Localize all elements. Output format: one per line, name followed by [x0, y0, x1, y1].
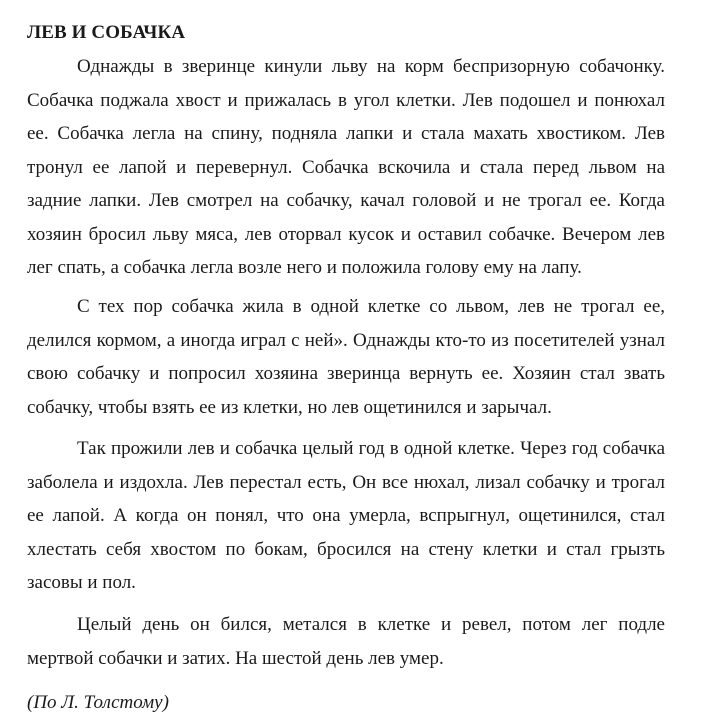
- paragraph-4: Целый день он бился, метался в клетке и ревел, потом лег подле мертвой собачки и затих. На шестой день лев умер.: [27, 614, 665, 669]
- document-title: ЛЕВ И СОБАЧКА: [27, 22, 186, 43]
- paragraph-3: Так прожили лев и собачка целый год в одной клетке. Через год собачка заболела и издохла. Лев перестал есть, Он все нюхал, лизал собачку и трогал ее лапой. А когда он понял, что она умерла, вспрыгнул, ощетинился, стал хлестать себя хвостом по бокам, бросился на стену клетки и стал грызть засовы и пол.: [27, 438, 665, 593]
- paragraph-2: С тех пор собачка жила в одной клетке со львом, лев не трогал ее, делился кормом, а иногда играл с ней». Однажды кто-то из посетителей узнал свою собачку и попросил хозяина зверинца вернуть ее. Хозяин стал звать собачку, чтобы взять ее из клетки, но лев ощетинился и зарычал.: [27, 296, 665, 418]
- paragraph-1: Однажды в зверинце кинули льву на корм беспризорную собачонку. Собачка поджала хвост и прижалась в угол клетки. Лев подошел и понюхал ее. Собачка легла на спину, подняла лапки и стала махать хвостиком. Лев тронул ее лапой и перевернул. Собачка вскочила и стала перед львом на задние лапки. Лев смотрел на собачку, качал головой и не трогал ее. Когда хозяин бросил льву мяса, лев оторвал кусок и оставил собачке. Вечером лев лег спать, а собачка легла возле него и положила голову ему на лапу.: [27, 56, 665, 278]
- attribution-text: (По Л. Толстому): [27, 692, 169, 713]
